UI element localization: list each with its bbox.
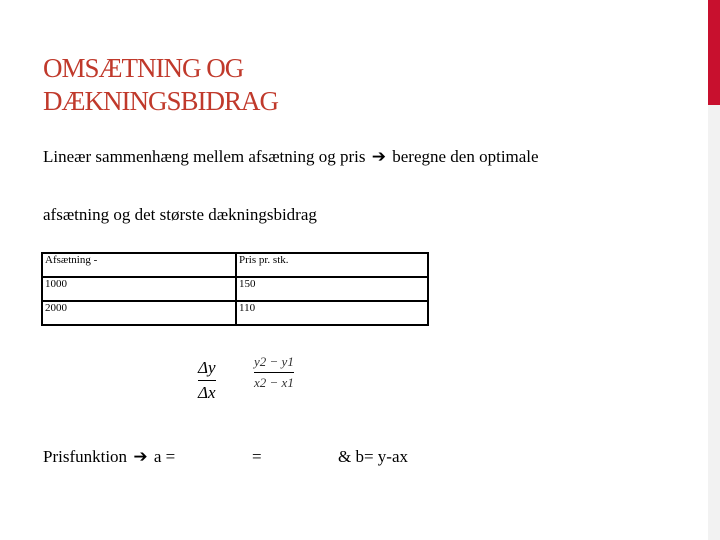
price-function-line [43, 446, 175, 468]
table-cell: 1000 [42, 277, 236, 301]
table-row [42, 301, 428, 325]
equals-sign: = [252, 447, 262, 466]
b-formula: & b= y-ax [338, 447, 409, 466]
paragraph-1 [43, 146, 603, 168]
accent-bar-red [708, 0, 720, 105]
slope-numerator: y2 − y1 [254, 354, 294, 369]
table-row [42, 253, 428, 277]
delta-fraction [198, 358, 216, 403]
table-cell: Afsætning - [42, 253, 236, 277]
right-arrow-icon: ➔ [371, 147, 386, 167]
slope-denominator: x2 − x1 [254, 375, 294, 390]
slide-title-line2: DÆKNINGSBIDRAG [43, 86, 279, 116]
delta-denominator: Δx [198, 383, 216, 402]
fraction-bar [198, 380, 216, 381]
table-cell: 2000 [42, 301, 236, 325]
slide-title-line1: OMSÆTNING OG [43, 53, 244, 83]
paragraph-1-after: beregne den optimale [392, 147, 539, 166]
slide-title [43, 52, 663, 118]
data-table [41, 252, 429, 326]
price-function-label: Prisfunktion [43, 447, 128, 466]
accent-bar-grey [708, 105, 720, 540]
table-cell: 110 [236, 301, 428, 325]
paragraph-2: afsætning og det største dækningsbidrag [43, 205, 317, 224]
delta-numerator: Δy [198, 358, 216, 377]
paragraph-1-before: Lineær sammenhæng mellem afsætning og pris [43, 147, 366, 166]
slope-fraction [254, 354, 294, 391]
table-cell: 150 [236, 277, 428, 301]
right-arrow-icon: ➔ [133, 447, 148, 467]
table-row [42, 277, 428, 301]
fraction-bar [254, 372, 294, 373]
table-cell: Pris pr. stk. [236, 253, 428, 277]
a-formula: a = [153, 447, 176, 466]
accent-bar [708, 0, 720, 540]
